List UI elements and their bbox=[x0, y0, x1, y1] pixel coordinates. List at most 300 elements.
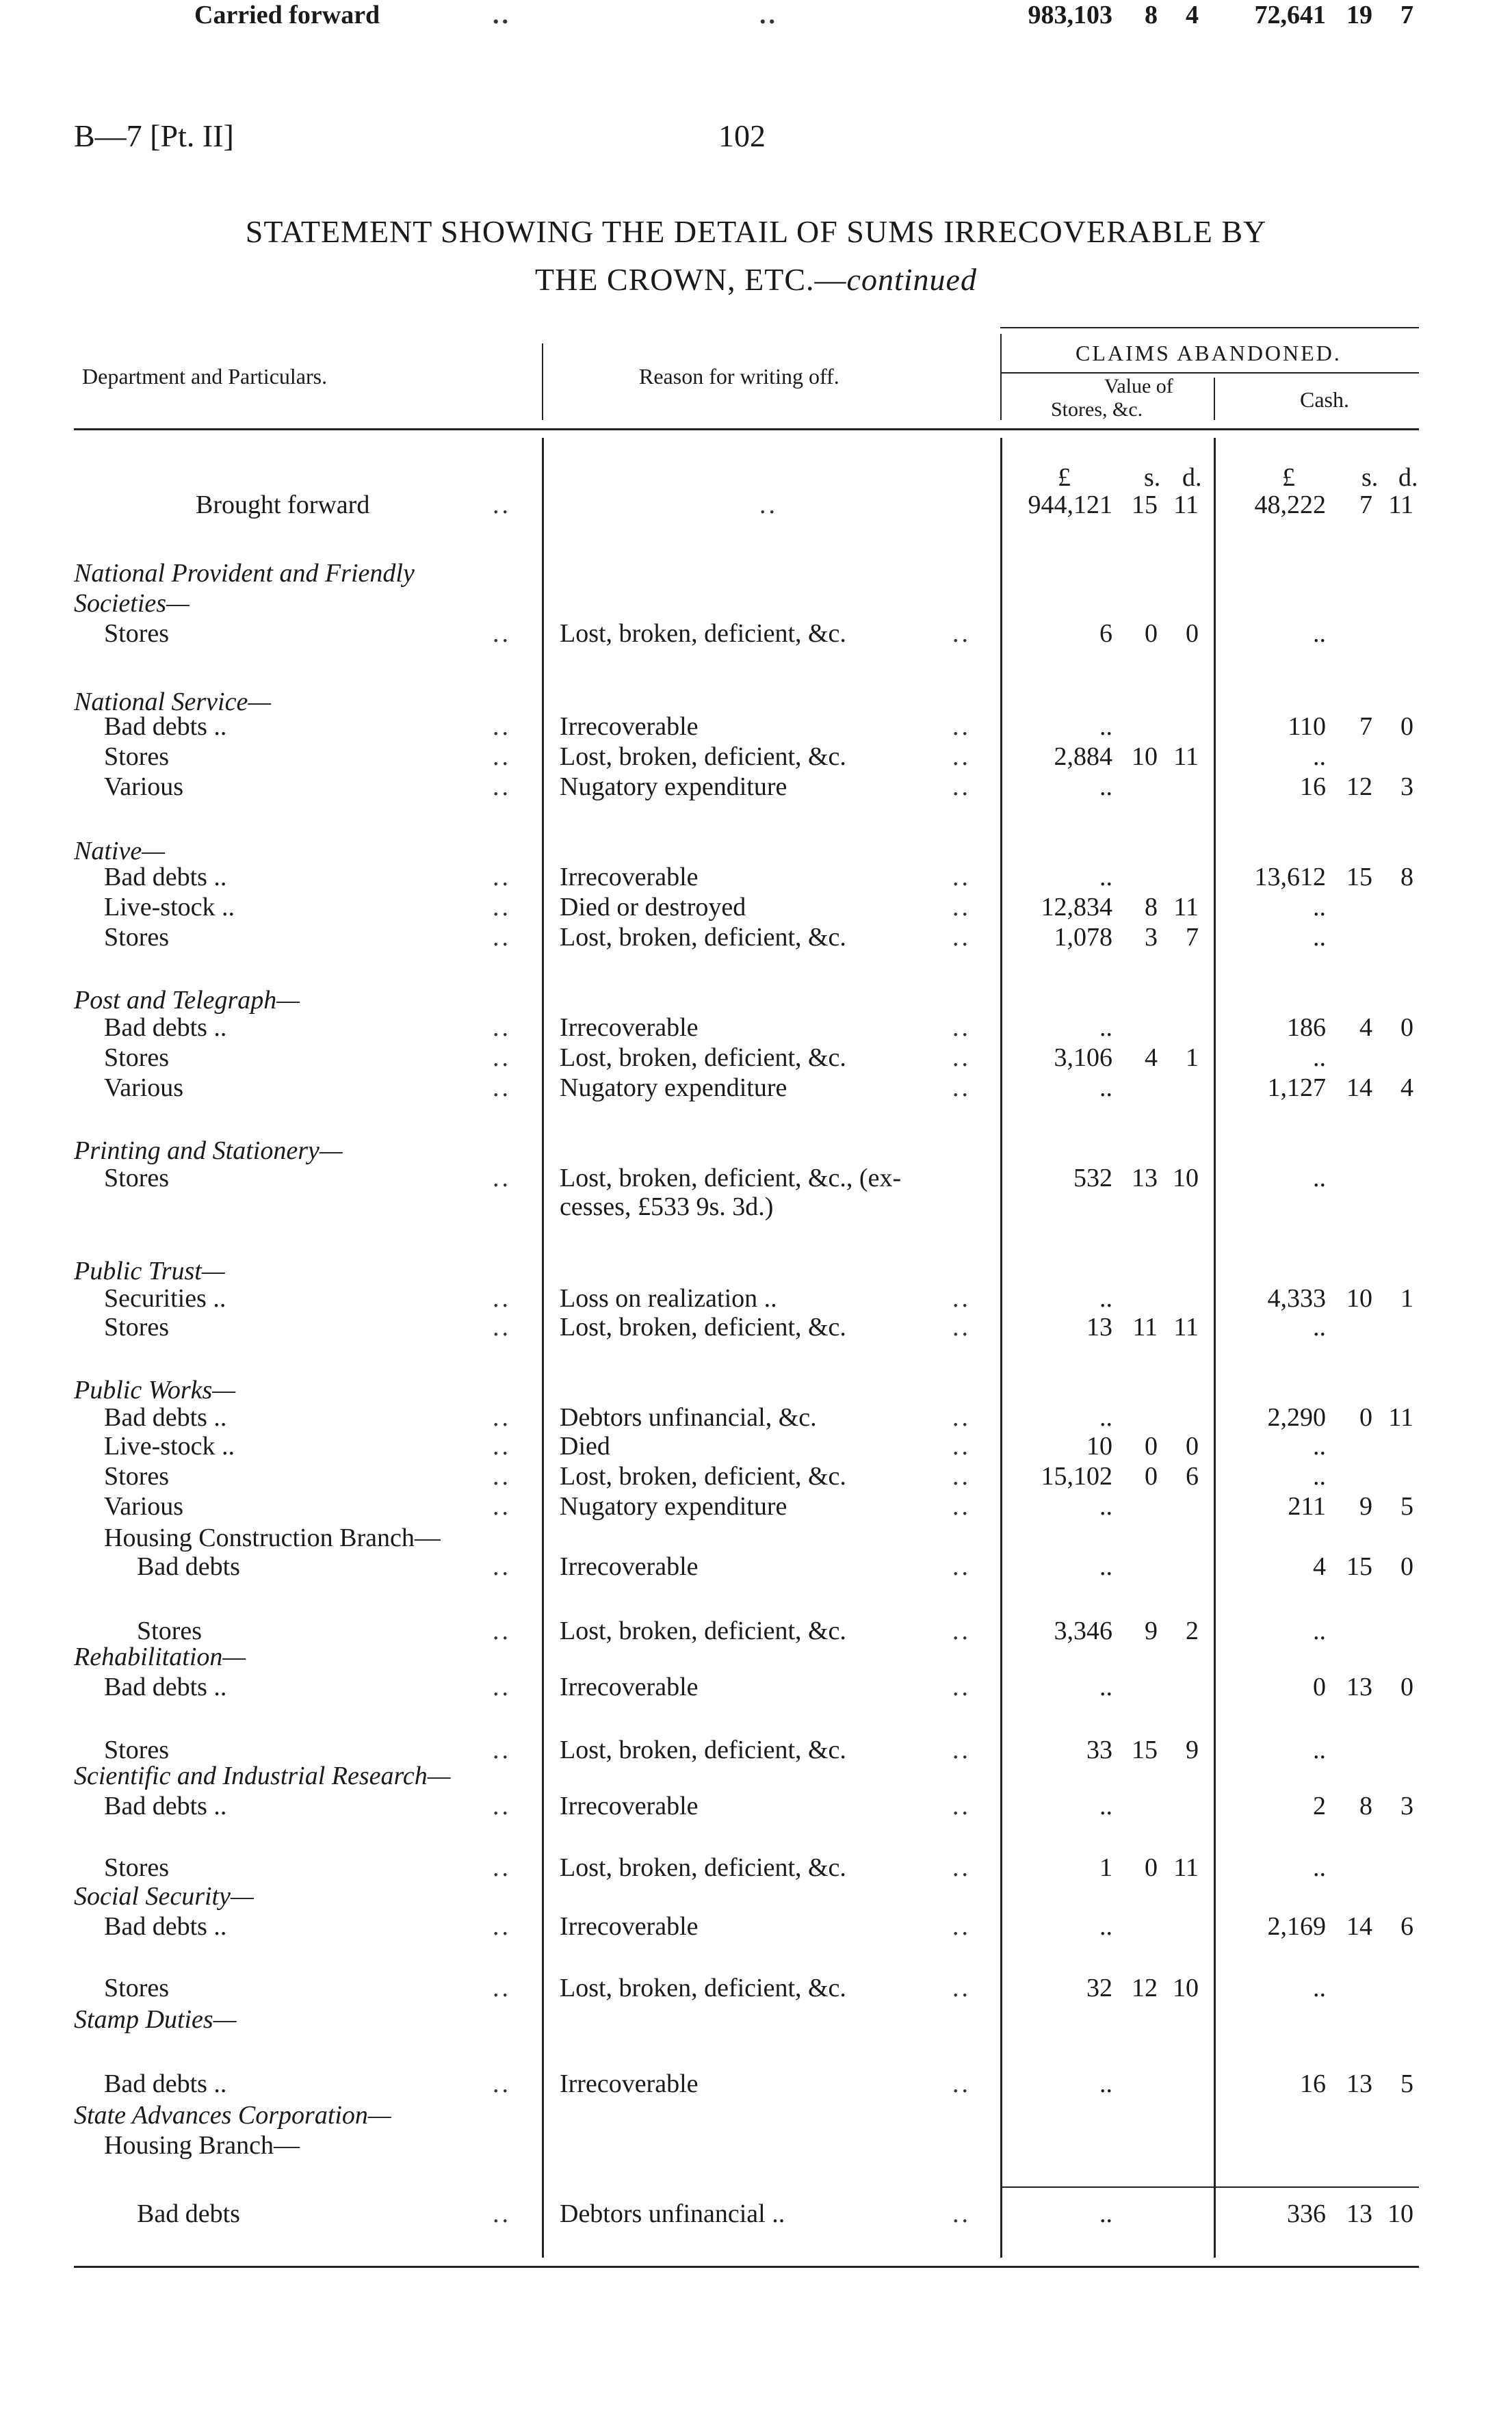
reason-text: Lost, broken, deficient, &c. bbox=[560, 742, 846, 771]
reason-text: Died bbox=[560, 1432, 610, 1461]
stores-shillings: 10 bbox=[1132, 742, 1158, 771]
stores-pounds: .. bbox=[1099, 1552, 1112, 1581]
category-row bbox=[0, 588, 1512, 618]
table-row bbox=[0, 892, 1512, 922]
stores-shillings: 0 bbox=[1145, 1462, 1158, 1491]
cash-pounds: 2,169 bbox=[1267, 1912, 1326, 1941]
leader-dots: .. bbox=[493, 619, 511, 648]
leader-dots: .. bbox=[493, 772, 511, 801]
table-row bbox=[0, 1853, 1512, 1883]
reason-leader-dots: .. bbox=[952, 1043, 971, 1072]
department-text: Stores bbox=[104, 1736, 169, 1764]
category-row bbox=[0, 1881, 1512, 1911]
reason-text: Lost, broken, deficient, &c. bbox=[560, 1853, 846, 1882]
department-text: Rehabilitation— bbox=[74, 1643, 246, 1671]
reason-leader-dots: .. bbox=[952, 1403, 971, 1432]
stores-pounds: .. bbox=[1099, 1492, 1112, 1521]
cash-pounds: 4,333 bbox=[1267, 1284, 1326, 1313]
department-text: Bad debts .. bbox=[104, 1792, 227, 1820]
department-text: State Advances Corporation— bbox=[74, 2101, 391, 2130]
reason-text: Irrecoverable bbox=[560, 1552, 699, 1581]
stores-pence: 11 bbox=[1173, 742, 1199, 771]
category-row bbox=[0, 2004, 1512, 2035]
cash-shillings: 7 bbox=[1359, 491, 1372, 519]
cash-pounds: 13,612 bbox=[1254, 863, 1326, 891]
reason-text: Died or destroyed bbox=[560, 893, 746, 922]
leader-dots: .. bbox=[493, 1403, 511, 1432]
table-row bbox=[0, 1523, 1512, 1553]
stores-shillings: 12 bbox=[1132, 1974, 1158, 2002]
reason-leader-dots: .. bbox=[952, 619, 971, 648]
cash-pence: 10 bbox=[1387, 2199, 1413, 2228]
leader-dots: .. bbox=[493, 491, 511, 519]
department-text: Bad debts bbox=[137, 1552, 240, 1581]
cash-pounds: .. bbox=[1313, 619, 1326, 648]
department-text: Stores bbox=[104, 923, 169, 952]
leader-dots: .. bbox=[493, 1, 511, 29]
stores-pounds: 12,834 bbox=[1041, 893, 1112, 922]
department-text: Live-stock .. bbox=[104, 893, 235, 922]
reason-leader-dots: .. bbox=[952, 1492, 971, 1521]
category-row bbox=[0, 2100, 1512, 2130]
claims-divider-rule bbox=[1000, 372, 1419, 374]
department-text: Stamp Duties— bbox=[74, 2005, 237, 2034]
stores-pounds: 532 bbox=[1073, 1164, 1112, 1192]
cash-pounds: 186 bbox=[1287, 1013, 1326, 1042]
cash-pence: 0 bbox=[1400, 1013, 1413, 1042]
department-text: Stores bbox=[104, 1164, 169, 1192]
stores-pounds: .. bbox=[1099, 1284, 1112, 1313]
cash-shillings: 9 bbox=[1359, 1492, 1372, 1521]
leader-dots: .. bbox=[493, 1792, 511, 1820]
reason-text: Lost, broken, deficient, &c., (ex- bbox=[560, 1164, 902, 1192]
department-text: Scientific and Industrial Research— bbox=[74, 1762, 451, 1790]
stores-shillings: 3 bbox=[1145, 923, 1158, 952]
stores-pence: 0 bbox=[1186, 619, 1199, 648]
stores-shillings: 0 bbox=[1145, 1853, 1158, 1882]
reason-text: Loss on realization .. bbox=[560, 1284, 777, 1313]
cash-shillings: 15 bbox=[1346, 1552, 1372, 1581]
department-text: Public Trust— bbox=[74, 1257, 225, 1285]
leader-dots: .. bbox=[493, 1073, 511, 1102]
reason-text: Lost, broken, deficient, &c. bbox=[560, 1736, 846, 1764]
cash-pounds: 1,127 bbox=[1267, 1073, 1326, 1102]
department-text: Stores bbox=[137, 1617, 202, 1645]
stores-pounds: .. bbox=[1099, 712, 1112, 741]
table-row bbox=[0, 1283, 1512, 1314]
department-text: Post and Telegraph— bbox=[74, 986, 300, 1015]
reason-text: Nugatory expenditure bbox=[560, 1073, 787, 1102]
cash-shillings: 4 bbox=[1359, 1013, 1372, 1042]
department-text: Live-stock .. bbox=[104, 1432, 235, 1461]
table-row bbox=[0, 1073, 1512, 1103]
cash-pounds: 110 bbox=[1288, 712, 1326, 741]
stores-shillings: 15 bbox=[1132, 1736, 1158, 1764]
cash-pence: 8 bbox=[1400, 863, 1413, 891]
stores-pounds: 3,346 bbox=[1054, 1617, 1112, 1645]
table-row bbox=[0, 1431, 1512, 1461]
stores-shillings: 0 bbox=[1145, 1432, 1158, 1461]
stores-pence: 10 bbox=[1173, 1974, 1199, 2002]
cash-pounds: 16 bbox=[1300, 2069, 1326, 2098]
cash-pounds: .. bbox=[1313, 1043, 1326, 1072]
table-row bbox=[0, 1491, 1512, 1521]
leader-dots: .. bbox=[493, 712, 511, 741]
leader-dots: .. bbox=[493, 1284, 511, 1313]
cash-pounds: 48,222 bbox=[1254, 491, 1326, 519]
cash-pence: 7 bbox=[1400, 1, 1413, 29]
stores-pounds: .. bbox=[1099, 1073, 1112, 1102]
reason-leader-dots: .. bbox=[952, 2199, 971, 2228]
stores-pounds: 983,103 bbox=[1028, 1, 1112, 29]
leader-dots: .. bbox=[493, 1736, 511, 1764]
department-text: Various bbox=[104, 1073, 184, 1102]
cash-pounds: 4 bbox=[1313, 1552, 1326, 1581]
reason-text: Irrecoverable bbox=[560, 863, 699, 891]
department-text: National Provident and Friendly bbox=[74, 559, 415, 588]
leader-dots: .. bbox=[493, 1552, 511, 1581]
cash-pounds: 16 bbox=[1300, 772, 1326, 801]
cash-shilling-label: s. bbox=[1361, 463, 1379, 492]
reason-leader-dots: .. bbox=[952, 1974, 971, 2002]
cash-pounds: .. bbox=[1313, 742, 1326, 771]
department-text: Various bbox=[104, 1492, 184, 1521]
column-header-claims: CLAIMS ABANDONED. bbox=[1076, 341, 1342, 365]
reason-leader-dots: .. bbox=[952, 1552, 971, 1581]
reason-leader-dots: .. bbox=[952, 1462, 971, 1491]
table-row bbox=[0, 1192, 1512, 1222]
page-title-line-1: STATEMENT SHOWING THE DETAIL OF SUMS IRRECOVERABLE BY bbox=[245, 214, 1267, 249]
cash-shillings: 14 bbox=[1346, 1073, 1372, 1102]
stores-pound-sign: £ bbox=[1058, 463, 1071, 492]
cash-pounds: .. bbox=[1313, 1462, 1326, 1491]
category-row bbox=[0, 1761, 1512, 1791]
cash-pence: 5 bbox=[1400, 1492, 1413, 1521]
table-row bbox=[0, 1973, 1512, 2003]
cash-pounds: .. bbox=[1313, 923, 1326, 952]
stores-pence: 11 bbox=[1173, 1853, 1199, 1882]
header-separator-3 bbox=[1214, 378, 1215, 420]
reason-leader-dots: .. bbox=[952, 772, 971, 801]
reason-text: Lost, broken, deficient, &c. bbox=[560, 1462, 846, 1491]
table-row bbox=[0, 922, 1512, 952]
department-text: Stores bbox=[104, 1313, 169, 1342]
stores-pence: 0 bbox=[1186, 1432, 1199, 1461]
category-row bbox=[0, 1256, 1512, 1286]
cash-shillings: 13 bbox=[1346, 1673, 1372, 1701]
stores-shillings: 8 bbox=[1145, 1, 1158, 29]
cash-pounds: 0 bbox=[1313, 1673, 1326, 1701]
department-text: Bad debts .. bbox=[104, 712, 227, 741]
cash-shillings: 13 bbox=[1346, 2199, 1372, 2228]
stores-pounds: 944,121 bbox=[1028, 491, 1112, 519]
stores-pence: 11 bbox=[1173, 491, 1199, 519]
table-row bbox=[0, 618, 1512, 649]
leader-dots: .. bbox=[493, 2069, 511, 2098]
reason-leader-dots: .. bbox=[952, 893, 971, 922]
leader-dots: .. bbox=[493, 893, 511, 922]
cash-pence: 5 bbox=[1400, 2069, 1413, 2098]
header-top-rule bbox=[1000, 327, 1419, 328]
stores-shillings: 9 bbox=[1145, 1617, 1158, 1645]
leader-dots: .. bbox=[493, 863, 511, 891]
stores-pence: 4 bbox=[1186, 1, 1199, 29]
stores-pence: 10 bbox=[1173, 1164, 1199, 1192]
leader-dots: .. bbox=[493, 1164, 511, 1192]
total-row bbox=[0, 0, 1512, 30]
reason-text: Irrecoverable bbox=[560, 1912, 699, 1941]
leader-dots: .. bbox=[493, 1013, 511, 1042]
department-text: Public Works— bbox=[74, 1376, 236, 1405]
department-text: Bad debts .. bbox=[104, 2069, 227, 2098]
cash-pounds: .. bbox=[1313, 1974, 1326, 2002]
stores-shillings: 11 bbox=[1132, 1313, 1158, 1342]
department-text: Bad debts .. bbox=[104, 1673, 227, 1701]
table-row bbox=[0, 490, 1512, 520]
cash-pounds: 2,290 bbox=[1267, 1403, 1326, 1432]
reason-leader-dots: .. bbox=[952, 1617, 971, 1645]
reason-leader-dots: .. bbox=[952, 2069, 971, 2098]
leader-dots: .. bbox=[493, 1462, 511, 1491]
reason-leader-dots: .. bbox=[952, 1853, 971, 1882]
table-row bbox=[0, 742, 1512, 772]
table-row bbox=[0, 1552, 1512, 1582]
reason-leader-dots: .. bbox=[952, 1313, 971, 1342]
reason-leader-dots: .. bbox=[952, 742, 971, 771]
cash-pounds: .. bbox=[1313, 1617, 1326, 1645]
stores-pounds: 13 bbox=[1086, 1313, 1112, 1342]
stores-shillings: 13 bbox=[1132, 1164, 1158, 1192]
department-text: Carried forward bbox=[194, 1, 380, 29]
cash-pounds: .. bbox=[1313, 1736, 1326, 1764]
reason-text: Nugatory expenditure bbox=[560, 1492, 787, 1521]
reason-text: Lost, broken, deficient, &c. bbox=[560, 1974, 846, 2002]
leader-dots: .. bbox=[493, 1617, 511, 1645]
column-header-department: Department and Particulars. bbox=[82, 364, 328, 389]
title-continued: continued bbox=[846, 262, 977, 297]
page-bottom-rule bbox=[74, 2266, 1419, 2268]
header-separator-1 bbox=[542, 343, 543, 420]
reason-leader-dots: .. bbox=[952, 1792, 971, 1820]
page-title-line-2 bbox=[0, 261, 1512, 298]
reason-text: Irrecoverable bbox=[560, 712, 699, 741]
leader-dots: .. bbox=[493, 742, 511, 771]
reason-text: cesses, £533 9s. 3d.) bbox=[560, 1192, 774, 1221]
cash-pounds: 2 bbox=[1313, 1792, 1326, 1820]
table-row bbox=[0, 1043, 1512, 1073]
cash-pounds: .. bbox=[1313, 893, 1326, 922]
stores-pounds: 3,106 bbox=[1054, 1043, 1112, 1072]
department-text: Stores bbox=[104, 1462, 169, 1491]
stores-shillings: 4 bbox=[1145, 1043, 1158, 1072]
cash-pounds: .. bbox=[1313, 1164, 1326, 1192]
reason-dots: .. bbox=[759, 1, 778, 29]
cash-pounds: .. bbox=[1313, 1313, 1326, 1342]
reason-leader-dots: .. bbox=[952, 1736, 971, 1764]
stores-pence: 9 bbox=[1186, 1736, 1199, 1764]
column-header-cash: Cash. bbox=[1300, 387, 1349, 412]
table-row bbox=[0, 1163, 1512, 1193]
stores-pounds: .. bbox=[1099, 1912, 1112, 1941]
cash-pounds: 336 bbox=[1287, 2199, 1326, 2228]
cash-shillings: 15 bbox=[1346, 863, 1372, 891]
reason-text: Lost, broken, deficient, &c. bbox=[560, 1617, 846, 1645]
cash-shillings: 12 bbox=[1346, 772, 1372, 801]
reason-text: Lost, broken, deficient, &c. bbox=[560, 619, 846, 648]
column-header-reason: Reason for writing off. bbox=[639, 364, 839, 389]
cash-pounds: 211 bbox=[1288, 1492, 1326, 1521]
cash-shillings: 19 bbox=[1346, 1, 1372, 29]
stores-pounds: .. bbox=[1099, 2199, 1112, 2228]
stores-pence-label: d. bbox=[1182, 463, 1202, 492]
reason-text: Lost, broken, deficient, &c. bbox=[560, 923, 846, 952]
table-row bbox=[0, 1672, 1512, 1702]
table-row bbox=[0, 711, 1512, 742]
stores-shilling-label: s. bbox=[1144, 463, 1161, 492]
table-row bbox=[0, 862, 1512, 892]
department-text: Bad debts .. bbox=[104, 1013, 227, 1042]
table-row bbox=[0, 2069, 1512, 2099]
department-text: Societies— bbox=[74, 589, 190, 618]
reason-leader-dots: .. bbox=[952, 863, 971, 891]
cash-pounds: 72,641 bbox=[1254, 1, 1326, 29]
reason-leader-dots: .. bbox=[952, 1013, 971, 1042]
reason-leader-dots: .. bbox=[952, 1073, 971, 1102]
department-text: Bad debts .. bbox=[104, 1403, 227, 1432]
stores-pence: 2 bbox=[1186, 1617, 1199, 1645]
leader-dots: .. bbox=[493, 1043, 511, 1072]
header-bottom-rule bbox=[74, 428, 1419, 430]
reason-text: Debtors unfinancial, &c. bbox=[560, 1403, 817, 1432]
department-text: Securities .. bbox=[104, 1284, 226, 1313]
department-text: Bad debts .. bbox=[104, 1912, 227, 1941]
table-row bbox=[0, 1402, 1512, 1433]
department-text: Native— bbox=[74, 837, 165, 865]
table-row bbox=[0, 2130, 1512, 2160]
reason-text: Debtors unfinancial .. bbox=[560, 2199, 785, 2228]
stores-pounds: 10 bbox=[1086, 1432, 1112, 1461]
reason-leader-dots: .. bbox=[952, 1673, 971, 1701]
leader-dots: .. bbox=[493, 923, 511, 952]
reason-leader-dots: .. bbox=[952, 1284, 971, 1313]
reason-text: Irrecoverable bbox=[560, 1673, 699, 1701]
table-row bbox=[0, 2199, 1512, 2229]
cash-shillings: 10 bbox=[1346, 1284, 1372, 1313]
stores-pence: 11 bbox=[1173, 1313, 1199, 1342]
reason-dots: .. bbox=[759, 491, 778, 519]
cash-pence: 0 bbox=[1400, 712, 1413, 741]
leader-dots: .. bbox=[493, 1912, 511, 1941]
cash-pence: 11 bbox=[1388, 1403, 1413, 1432]
stores-pounds: 32 bbox=[1086, 1974, 1112, 2002]
stores-pounds: .. bbox=[1099, 772, 1112, 801]
cash-shillings: 14 bbox=[1346, 1912, 1372, 1941]
cash-pounds: .. bbox=[1313, 1853, 1326, 1882]
stores-pounds: .. bbox=[1099, 1013, 1112, 1042]
stores-pounds: 33 bbox=[1086, 1736, 1112, 1764]
document-series: B—7 [Pt. II] bbox=[74, 118, 234, 153]
leader-dots: .. bbox=[493, 1853, 511, 1882]
department-text: Bad debts bbox=[137, 2199, 240, 2228]
stores-pounds: .. bbox=[1099, 1403, 1112, 1432]
leader-dots: .. bbox=[493, 2199, 511, 2228]
reason-text: Irrecoverable bbox=[560, 1792, 699, 1820]
reason-text: Lost, broken, deficient, &c. bbox=[560, 1313, 846, 1342]
header-separator-2 bbox=[1000, 334, 1002, 420]
leader-dots: .. bbox=[493, 1492, 511, 1521]
table-row bbox=[0, 1461, 1512, 1491]
cash-shillings: 13 bbox=[1346, 2069, 1372, 2098]
cash-pence: 6 bbox=[1400, 1912, 1413, 1941]
department-text: Stores bbox=[104, 1974, 169, 2002]
cash-shillings: 8 bbox=[1359, 1792, 1372, 1820]
cash-pence: 0 bbox=[1400, 1552, 1413, 1581]
reason-leader-dots: .. bbox=[952, 712, 971, 741]
stores-shillings: 15 bbox=[1132, 491, 1158, 519]
category-row bbox=[0, 1642, 1512, 1672]
total-rule-top bbox=[1000, 2186, 1419, 2188]
leader-dots: .. bbox=[493, 1432, 511, 1461]
stores-pence: 1 bbox=[1186, 1043, 1199, 1072]
cash-pence-label: d. bbox=[1398, 463, 1418, 492]
category-row bbox=[0, 558, 1512, 588]
leader-dots: .. bbox=[493, 1313, 511, 1342]
stores-pounds: 2,884 bbox=[1054, 742, 1112, 771]
department-text: Stores bbox=[104, 1853, 169, 1882]
cash-pound-sign: £ bbox=[1282, 463, 1295, 492]
stores-pounds: .. bbox=[1099, 2069, 1112, 2098]
department-text: Printing and Stationery— bbox=[74, 1136, 343, 1165]
cash-pence: 3 bbox=[1400, 1792, 1413, 1820]
table-row bbox=[0, 772, 1512, 802]
table-row bbox=[0, 1911, 1512, 1942]
department-text: Social Security— bbox=[74, 1882, 254, 1911]
department-text: Stores bbox=[104, 1043, 169, 1072]
cash-shillings: 7 bbox=[1359, 712, 1372, 741]
department-text: Brought forward bbox=[196, 491, 370, 519]
table-row bbox=[0, 1791, 1512, 1821]
column-header-stores-1: Value of bbox=[1104, 375, 1173, 397]
reason-text: Lost, broken, deficient, &c. bbox=[560, 1043, 846, 1072]
stores-pence: 7 bbox=[1186, 923, 1199, 952]
reason-text: Irrecoverable bbox=[560, 1013, 699, 1042]
cash-pounds: .. bbox=[1313, 1432, 1326, 1461]
leader-dots: .. bbox=[493, 1974, 511, 2002]
stores-pounds: 6 bbox=[1099, 619, 1112, 648]
category-row bbox=[0, 985, 1512, 1015]
department-text: Various bbox=[104, 772, 184, 801]
stores-shillings: 0 bbox=[1145, 619, 1158, 648]
table-row bbox=[0, 1312, 1512, 1342]
stores-pounds: .. bbox=[1099, 863, 1112, 891]
stores-pounds: .. bbox=[1099, 1792, 1112, 1820]
stores-pence: 11 bbox=[1173, 893, 1199, 922]
department-text: Stores bbox=[104, 619, 169, 648]
reason-leader-dots: .. bbox=[952, 1432, 971, 1461]
stores-shillings: 8 bbox=[1145, 893, 1158, 922]
stores-pounds: 1,078 bbox=[1054, 923, 1112, 952]
cash-pence: 3 bbox=[1400, 772, 1413, 801]
cash-pence: 0 bbox=[1400, 1673, 1413, 1701]
table-row bbox=[0, 1012, 1512, 1043]
category-row bbox=[0, 1136, 1512, 1166]
reason-text: Irrecoverable bbox=[560, 2069, 699, 2098]
department-text: Housing Branch— bbox=[104, 2131, 300, 2160]
column-header-stores-2: Stores, &c. bbox=[1051, 398, 1143, 421]
stores-pounds: .. bbox=[1099, 1673, 1112, 1701]
cash-pence: 1 bbox=[1400, 1284, 1413, 1313]
department-text: Stores bbox=[104, 742, 169, 771]
